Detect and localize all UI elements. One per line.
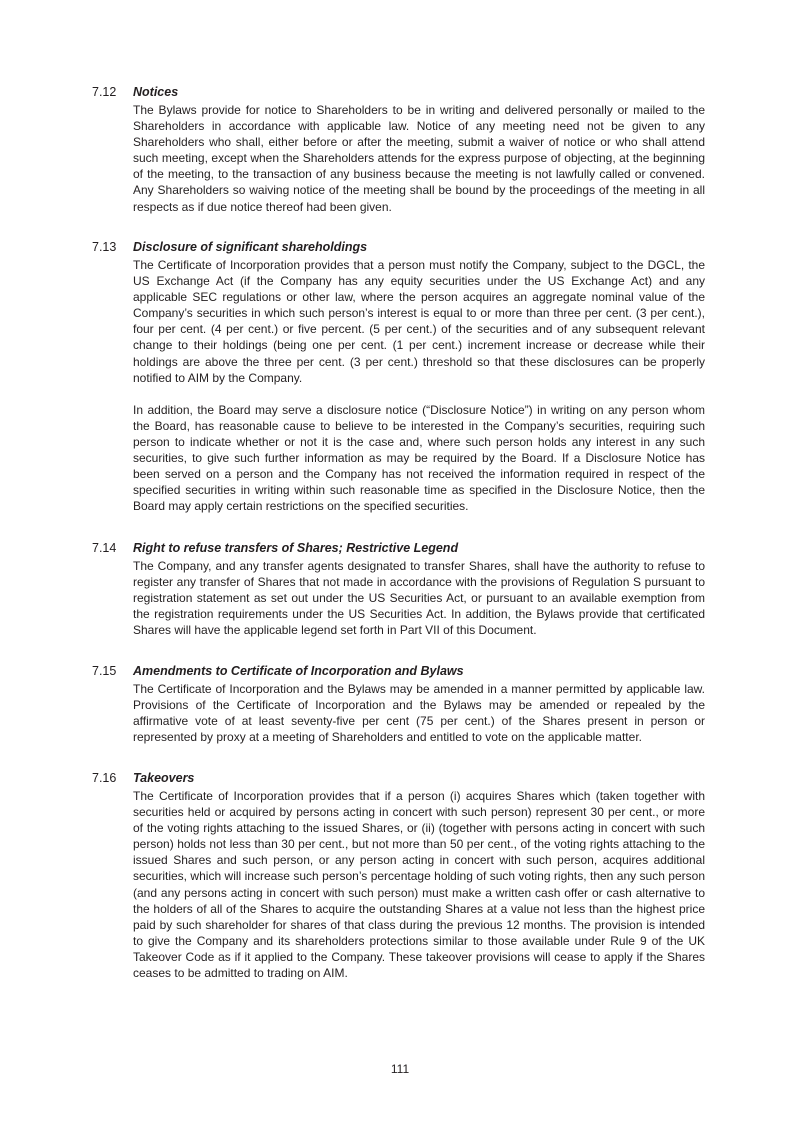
section-paragraph: The Bylaws provide for notice to Shareholders to be in writing and delivered personally or mailed to the Shareholders in accordance with applicable law. Notice of any meeting need not be given to any Shareholders who shall, either before or after the meeting, submit a waiver of notice or who shall attend such meeting, except when the Shareholders attends for the express purpose of objecting, at the beginning of the meeting, to the transaction of any business because the meeting is not lawfully called or convened. Any Shareholders so waiving notice of the meeting shall be bound by the proceedings of the meeting in all respects as if due notice thereof had been given. bbox=[133, 103, 705, 214]
section-disclosure-of-significant-shareholdings bbox=[92, 239, 708, 514]
section-heading bbox=[92, 540, 708, 556]
section-paragraph: The Certificate of Incorporation provides that a person must notify the Company, subject to the DGCL, the US Exchange Act (if the Company has any equity securities under the US Exchange Act) and any applicable SEC regulations or other law, where the person acquires an aggregate nominal value of the Company’s securities in which such person’s interest is equal to or more than three per cent. (3 per cent.), four per cent. (4 per cent.) or five percent. (5 per cent.) of the securities and of any subsequent relevant change to their holdings (being one per cent. (1 per cent.) increment increase or decrease while their holdings are above the three per cent. (3 per cent.) threshold so that these disclosures can be properly notified to AIM by the Company. bbox=[133, 258, 705, 385]
section-title: Amendments to Certificate of Incorporation and Bylaws bbox=[133, 664, 464, 678]
section-heading bbox=[92, 84, 708, 100]
section-number: 7.14 bbox=[92, 541, 117, 555]
section-heading bbox=[92, 663, 708, 679]
section-title: Notices bbox=[133, 85, 179, 99]
section-title: Right to refuse transfers of Shares; Restrictive Legend bbox=[133, 541, 459, 555]
section-title: Disclosure of significant shareholdings bbox=[133, 240, 368, 254]
page-number: 111 bbox=[390, 1062, 410, 1076]
section-notices bbox=[92, 84, 708, 215]
section-paragraph: The Company, and any transfer agents designated to transfer Shares, shall have the authority to refuse to register any transfer of Shares that not made in accordance with the provisions of Regulation S pursuant to registration statement as set out under the US Securities Act, or pursuant to an available exemption from the registration requirements under the US Securities Act. In addition, the Bylaws provide that certificated Shares will have the applicable legend set forth in Part VII of this Document. bbox=[133, 559, 705, 638]
section-number: 7.16 bbox=[92, 771, 117, 785]
section-paragraph: The Certificate of Incorporation and the Bylaws may be amended in a manner permitted by applicable law. Provisions of the Certificate of Incorporation and the Bylaws may be amended or repealed by the affirmative vote of at least seventy-five per cent (75 per cent.) of the Shares present in person or represented by proxy at a meeting of Shareholders and entitled to vote on the applicable matter. bbox=[133, 682, 705, 745]
section-number: 7.15 bbox=[92, 664, 117, 678]
section-paragraph: In addition, the Board may serve a disclosure notice (“Disclosure Notice”) in writing on any person whom the Board, has reasonable cause to believe to be interested in the Company’s securities, requiring such person to indicate whether or not it is the case and, where such person holds any interest in any such securities, to give such further information as may be required by the Board. If a Disclosure Notice has been served on a person and the Company has not received the information required in respect of the specified securities in writing within such reasonable time as specified in the Disclosure Notice, then the Board may apply certain restrictions on the specified securities. bbox=[133, 402, 705, 514]
section-takeovers bbox=[92, 770, 708, 981]
section-paragraph: The Certificate of Incorporation provides that if a person (i) acquires Shares which (taken together with securities held or acquired by persons acting in concert with such person) represent 30 per cent., or more of the voting rights attaching to the issued Shares, or (ii) (together with persons acting in concert with such person) holds not less than 30 per cent., but not more than 50 per cent., of the voting rights attaching to the issued Shares and such person, or any person acting in concert with such person, acquires additional securities, which will increase such person’s percentage holding of such voting rights, then any such person (and any persons acting in concert with such person) must make a written cash offer or cash alternative to the holders of all of the Shares to acquire the outstanding Shares at a value not less than the highest price paid by such shareholder for shares of that class during the previous 12 months. The provision is intended to give the Company and its shareholders protections similar to those available under Rule 9 of the UK Takeover Code as if it applied to the Company. These takeover provisions will cease to apply if the Shares ceases to be admitted to trading on AIM. bbox=[133, 789, 705, 981]
section-heading bbox=[92, 239, 708, 255]
section-right-to-refuse-transfers bbox=[92, 540, 708, 638]
section-title: Takeovers bbox=[133, 771, 195, 785]
section-number: 7.12 bbox=[92, 85, 117, 99]
section-number: 7.13 bbox=[92, 240, 117, 254]
section-heading bbox=[92, 770, 708, 786]
section-amendments bbox=[92, 663, 708, 745]
